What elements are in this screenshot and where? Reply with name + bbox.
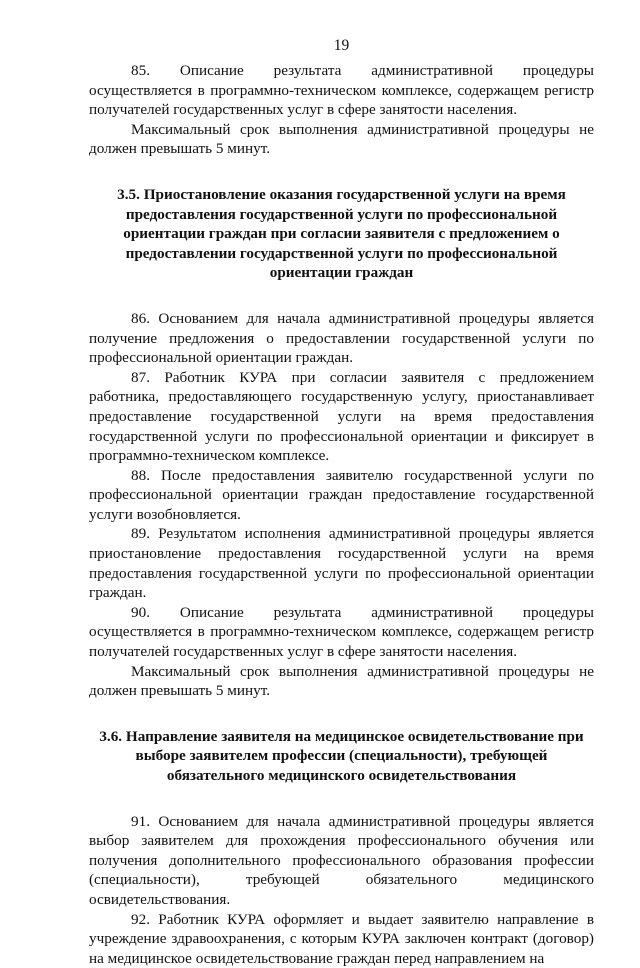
page-number: 19 xyxy=(333,37,350,54)
paragraph-85: 85. Описание результата административной процедуры осуществляется в программно-техническом комплексе, содержащем регистр получателей государственных услуг в сфере занятости населения. xyxy=(89,62,594,119)
paragraph-89: 89. Результатом исполнения административной процедуры является приостановление предоставления государственной услуги на время предоставления государственной услуги по профессиональной ориентации граждан. xyxy=(89,525,594,602)
spacer xyxy=(89,701,594,727)
section-heading-3-5: 3.5. Приостановление оказания государственной услуги на время предоставления государственной услуги по профессиональной ориентации граждан при согласии заявителя с предложением о предоставлении государственной услуги по профессиональной ориентации граждан xyxy=(117,185,566,282)
section-heading-3-6: 3.6. Направление заявителя на медицинское освидетельствование при выборе заявителем профессии (специальности), требующей обязательного медицинского освидетельствования xyxy=(99,727,584,784)
paragraph-90-max-time: Максимальный срок выполнения административной процедуры не должен превышать 5 минут. xyxy=(89,662,594,700)
paragraph-86: 86. Основанием для начала административной процедуры является получение предложения о предоставлении государственной услуги по профессиональной ориентации граждан. xyxy=(89,309,594,367)
spacer xyxy=(89,786,594,812)
paragraph-90: 90. Описание результата административной процедуры осуществляется в программно-техническом комплексе, содержащем регистр получателей государственных услуг в сфере занятости населения. xyxy=(89,603,594,661)
paragraph-88: 88. После предоставления заявителю государственной услуги по профессиональной ориентации граждан предоставление государственной услуги возобновляется. xyxy=(89,466,594,523)
spacer xyxy=(89,159,594,185)
paragraph-85-max-time: Максимальный срок выполнения административной процедуры не должен превышать 5 минут. xyxy=(89,120,594,158)
paragraph-92: 92. Работник КУРА оформляет и выдает заявителю направление в учреждение здравоохранения, с которым КУРА заключен контракт (договор) на медицинское освидетельствование граждан перед направлением на xyxy=(89,910,594,967)
paragraph-91: 91. Основанием для начала административной процедуры является выбор заявителем для прохождения профессионального обучения или получения дополнительного профессионального образования профессии (специальности), требующей обязательного медицинского освидетельствования. xyxy=(89,812,594,908)
spacer xyxy=(89,283,594,309)
paragraph-87: 87. Работник КУРА при согласии заявителя с предложением работника, предоставляющего государственную услугу, приостанавливает предоставление государственной услуги на время предоставления государственной услуги по профессиональной ориентации и фиксирует в программно-техническом комплексе. xyxy=(89,368,594,465)
